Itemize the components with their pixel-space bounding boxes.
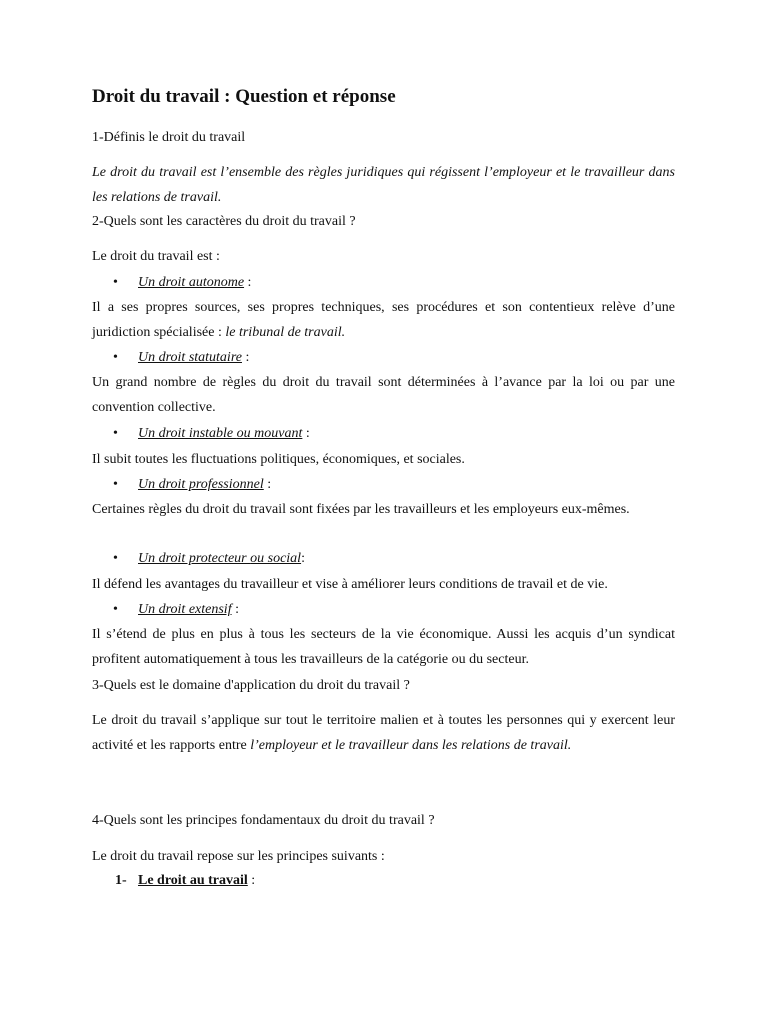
bullet-icon: •: [113, 426, 118, 441]
characteristic-description: Il s’étend de plus en plus à tous les secteurs de la vie économique. Aussi les acquis d’un syndicat profitent automatiquement à tous les travailleurs de la catégorie ou du secteur.: [92, 627, 675, 667]
characteristic-description: Il subit toutes les fluctuations politiques, économiques, et sociales.: [92, 452, 465, 467]
principle-suffix: :: [247, 873, 256, 888]
principle-label: Le droit au travail: [138, 873, 248, 888]
characteristic-suffix: :: [302, 426, 310, 441]
question-4: 4-Quels sont les principes fondamentaux du droit du travail ?: [92, 813, 435, 828]
characteristic-label: Un droit autonome: [138, 275, 245, 290]
characteristic-suffix: :: [244, 275, 252, 290]
list-item: [113, 602, 239, 618]
characteristic-label: Un droit extensif: [138, 602, 232, 617]
characteristic-description: Certaines règles du droit du travail sont fixées par les travailleurs et les employeurs eux-mêmes.: [92, 502, 630, 517]
characteristic-description: [92, 295, 675, 345]
bullet-icon: •: [113, 350, 118, 365]
bullet-icon: •: [113, 477, 118, 492]
characteristic-label: Un droit professionnel: [138, 477, 264, 492]
principle-number: 1-: [115, 873, 127, 888]
characteristic-label-alt: ou social: [250, 551, 302, 566]
document-title: Droit du travail : Question et réponse: [92, 86, 396, 107]
characteristic-description: Un grand nombre de règles du droit du travail sont déterminées à l’avance par la loi ou par une convention collective.: [92, 375, 675, 415]
answer-2-intro: Le droit du travail est :: [92, 249, 220, 264]
characteristic-suffix: :: [231, 602, 239, 617]
list-item: [113, 350, 249, 366]
bullet-icon: •: [113, 551, 118, 566]
characteristic-description: Il défend les avantages du travailleur et vise à améliorer leurs conditions de travail et de vie.: [92, 577, 608, 592]
answer-4-intro: Le droit du travail repose sur les principes suivants :: [92, 849, 385, 864]
characteristic-suffix: :: [241, 350, 250, 365]
characteristic-label: Un droit statutaire: [138, 350, 242, 365]
principle-item: [115, 873, 255, 889]
characteristic-label: Un droit instable: [138, 426, 237, 441]
question-3: 3-Quels est le domaine d'application du droit du travail ?: [92, 678, 410, 693]
description-emphasis: le tribunal de travail.: [225, 325, 346, 340]
characteristic-suffix: :: [301, 551, 305, 566]
answer-1: Le droit du travail est l’ensemble des règles juridiques qui régissent l’employeur et le travailleur dans les relations de travail.: [92, 165, 675, 205]
list-item: [113, 426, 310, 442]
bullet-icon: •: [113, 275, 118, 290]
list-item: [113, 477, 271, 493]
characteristic-suffix: :: [263, 477, 272, 492]
question-2: 2-Quels sont les caractères du droit du travail ?: [92, 214, 356, 229]
answer-3-text: Le droit du travail s’applique sur tout le territoire malien et à toutes les personnes qui y exercent leur activité et les rapports entre: [92, 713, 675, 753]
list-item: [113, 551, 305, 567]
bullet-icon: •: [113, 602, 118, 617]
characteristic-label: Un droit protecteur: [138, 551, 251, 566]
characteristic-label-alt: ou mouvant: [236, 426, 303, 441]
question-1: 1-Définis le droit du travail: [92, 130, 246, 145]
answer-3-emphasis: l’employeur et le travailleur dans les relations de travail.: [250, 738, 572, 753]
list-item: [113, 275, 251, 291]
description-text: Il a ses propres sources, ses propres techniques, ses procédures et son contentieux relève d’une juridiction spécialisée :: [92, 300, 675, 340]
answer-3: [92, 708, 675, 758]
